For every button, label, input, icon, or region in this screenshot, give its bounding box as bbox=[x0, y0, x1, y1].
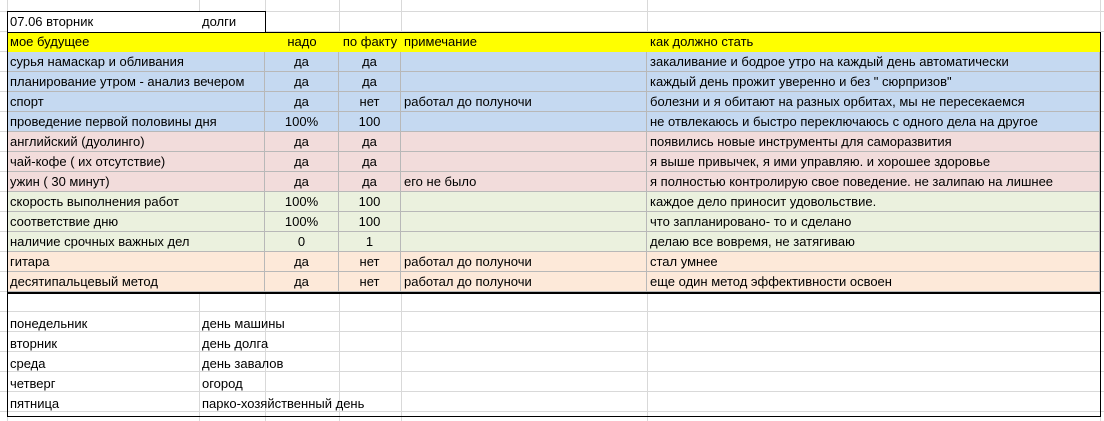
goal-cell[interactable]: проведение первой половины дня bbox=[7, 112, 265, 132]
target-cell[interactable]: я полностью контролирую свое поведение. не залипаю на лишнее bbox=[647, 172, 1100, 192]
target-cell[interactable]: еще один метод эффективности освоен bbox=[647, 272, 1100, 292]
schedule-theme[interactable]: огород bbox=[202, 376, 243, 391]
schedule-theme[interactable]: день завалов bbox=[202, 356, 284, 371]
goal-cell[interactable]: гитара bbox=[7, 252, 265, 272]
target-cell[interactable]: закаливание и бодрое утро на каждый день автоматически bbox=[647, 52, 1100, 72]
target-cell[interactable]: что запланировано- то и сделано bbox=[647, 212, 1100, 232]
need-cell[interactable]: 100% bbox=[265, 112, 339, 132]
fact-cell[interactable]: 1 bbox=[339, 232, 401, 252]
table-row bbox=[7, 152, 1100, 172]
header-need[interactable]: надо bbox=[287, 34, 317, 49]
border bbox=[265, 11, 266, 33]
table-row bbox=[7, 252, 1100, 272]
target-cell[interactable]: появились новые инструменты для саморазвития bbox=[647, 132, 1100, 152]
target-cell[interactable]: не отвлекаюсь и быстро переключаюсь с одного дела на другое bbox=[647, 112, 1100, 132]
schedule-day[interactable]: вторник bbox=[10, 336, 58, 351]
border bbox=[1100, 32, 1101, 417]
fact-cell[interactable]: да bbox=[339, 52, 401, 72]
gridline bbox=[0, 311, 1104, 312]
table-row bbox=[7, 52, 1100, 72]
goal-cell[interactable]: ужин ( 30 минут) bbox=[7, 172, 265, 192]
need-cell[interactable]: 0 bbox=[265, 232, 339, 252]
table-row bbox=[7, 212, 1100, 232]
need-cell[interactable]: да bbox=[265, 72, 339, 92]
fact-cell[interactable]: нет bbox=[339, 92, 401, 112]
border bbox=[7, 32, 1101, 33]
need-cell[interactable]: да bbox=[265, 92, 339, 112]
note-cell[interactable] bbox=[401, 52, 647, 72]
goal-cell[interactable]: сурья намаскар и обливания bbox=[7, 52, 265, 72]
note-cell[interactable]: работал до полуночи bbox=[401, 252, 647, 272]
topic-cell[interactable]: долги bbox=[199, 12, 265, 32]
border bbox=[7, 11, 266, 12]
table-row bbox=[7, 112, 1100, 132]
note-cell[interactable]: работал до полуночи bbox=[401, 92, 647, 112]
header-note[interactable]: примечание bbox=[404, 34, 477, 49]
table-row bbox=[7, 272, 1100, 292]
goal-cell[interactable]: скорость выполнения работ bbox=[7, 192, 265, 212]
target-cell[interactable]: стал умнее bbox=[647, 252, 1100, 272]
border bbox=[7, 11, 8, 33]
need-cell[interactable]: 100% bbox=[265, 212, 339, 232]
fact-cell[interactable]: да bbox=[339, 172, 401, 192]
table-row bbox=[7, 92, 1100, 112]
fact-cell[interactable]: нет bbox=[339, 272, 401, 292]
header-row bbox=[7, 32, 1100, 52]
note-cell[interactable] bbox=[401, 132, 647, 152]
need-cell[interactable]: да bbox=[265, 172, 339, 192]
schedule-day[interactable]: пятница bbox=[10, 396, 60, 411]
border bbox=[7, 416, 1101, 417]
note-cell[interactable] bbox=[401, 112, 647, 132]
target-cell[interactable]: я выше привычек, я ими управляю. и хорошее здоровье bbox=[647, 152, 1100, 172]
border bbox=[7, 32, 8, 417]
goal-cell[interactable]: чай-кофе ( их отсутствие) bbox=[7, 152, 265, 172]
need-cell[interactable]: да bbox=[265, 132, 339, 152]
need-cell[interactable]: да bbox=[265, 252, 339, 272]
header-target[interactable]: как должно стать bbox=[650, 34, 754, 49]
note-cell[interactable] bbox=[401, 152, 647, 172]
note-cell[interactable] bbox=[401, 212, 647, 232]
goal-cell[interactable]: спорт bbox=[7, 92, 265, 112]
note-cell[interactable] bbox=[401, 192, 647, 212]
table-row bbox=[7, 172, 1100, 192]
goal-cell[interactable]: наличие срочных важных дел bbox=[7, 232, 265, 252]
schedule-theme[interactable]: день долга bbox=[202, 336, 269, 351]
border bbox=[7, 292, 1101, 294]
need-cell[interactable]: да bbox=[265, 272, 339, 292]
date-cell[interactable]: 07.06 вторник bbox=[7, 12, 199, 32]
fact-cell[interactable]: 100 bbox=[339, 192, 401, 212]
goal-cell[interactable]: десятипальцевый метод bbox=[7, 272, 265, 292]
need-cell[interactable]: да bbox=[265, 52, 339, 72]
schedule-day[interactable]: понедельник bbox=[10, 316, 88, 331]
target-cell[interactable]: болезни и я обитают на разных орбитах, мы не пересекаемся bbox=[647, 92, 1100, 112]
note-cell[interactable]: работал до полуночи bbox=[401, 272, 647, 292]
need-cell[interactable]: да bbox=[265, 152, 339, 172]
target-cell[interactable]: делаю все вовремя, не затягиваю bbox=[647, 232, 1100, 252]
note-cell[interactable] bbox=[401, 232, 647, 252]
table-row bbox=[7, 192, 1100, 212]
fact-cell[interactable]: да bbox=[339, 152, 401, 172]
goal-cell[interactable]: английский (дуолинго) bbox=[7, 132, 265, 152]
goal-cell[interactable]: планирование утром - анализ вечером bbox=[7, 72, 265, 92]
goal-cell[interactable]: соответствие дню bbox=[7, 212, 265, 232]
schedule-theme[interactable]: день машины bbox=[202, 316, 285, 331]
fact-cell[interactable]: 100 bbox=[339, 112, 401, 132]
fact-cell[interactable]: да bbox=[339, 132, 401, 152]
need-cell[interactable]: 100% bbox=[265, 192, 339, 212]
fact-cell[interactable]: да bbox=[339, 72, 401, 92]
note-cell[interactable] bbox=[401, 72, 647, 92]
target-cell[interactable]: каждое дело приносит удовольствие. bbox=[647, 192, 1100, 212]
target-cell[interactable]: каждый день прожит уверенно и без " сюрпризов" bbox=[647, 72, 1100, 92]
header-fact[interactable]: по факту bbox=[342, 34, 398, 49]
schedule-day[interactable]: среда bbox=[10, 356, 46, 371]
header-goal[interactable]: мое будущее bbox=[10, 34, 90, 49]
fact-cell[interactable]: 100 bbox=[339, 212, 401, 232]
schedule-day[interactable]: четверг bbox=[10, 376, 56, 391]
table-row bbox=[7, 232, 1100, 252]
fact-cell[interactable]: нет bbox=[339, 252, 401, 272]
schedule-theme[interactable]: парко-хозяйственный день bbox=[202, 396, 365, 411]
table-row bbox=[7, 72, 1100, 92]
table-row bbox=[7, 132, 1100, 152]
note-cell[interactable]: его не было bbox=[401, 172, 647, 192]
